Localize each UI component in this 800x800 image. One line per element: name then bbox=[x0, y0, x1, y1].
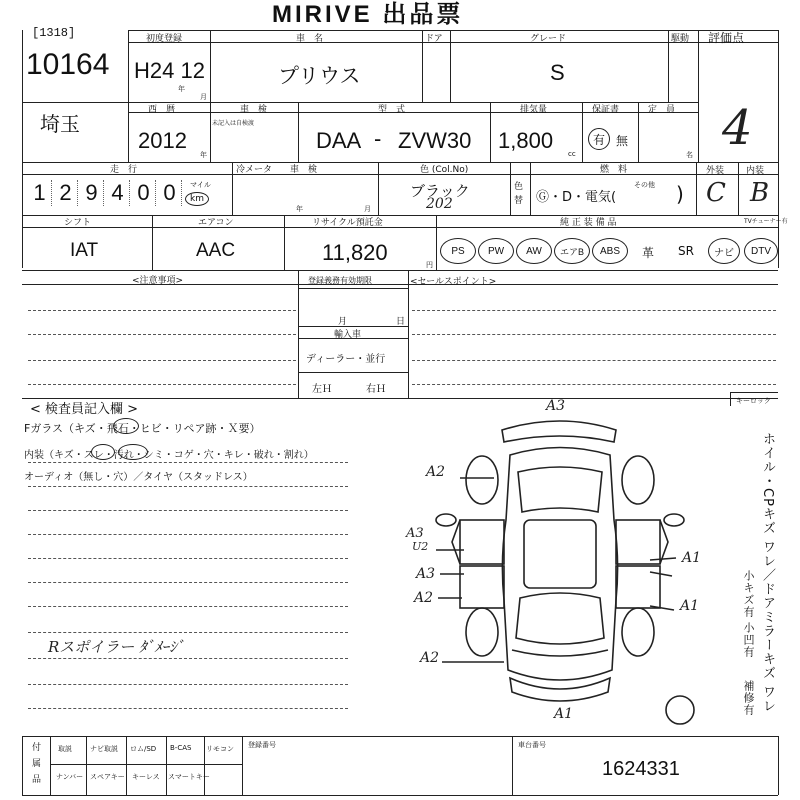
displacement-label: 排気量 bbox=[520, 105, 548, 115]
seireki-label: 西 暦 bbox=[148, 105, 176, 115]
shaken-expiry-label: 車 検 bbox=[290, 165, 318, 175]
mark-circle-yogore bbox=[118, 444, 148, 460]
grade-label: グレード bbox=[530, 34, 567, 44]
chassis-label: 車台番号 bbox=[518, 741, 546, 749]
fuel-label: 燃 料 bbox=[600, 165, 628, 175]
mark-a3-left-2: A3 bbox=[416, 566, 436, 582]
model-dash: - bbox=[374, 126, 382, 151]
mark-a2-rear-left: A2 bbox=[426, 464, 446, 480]
tuner-label: TVチューナー有 bbox=[744, 218, 788, 225]
shaken-label: 車 検 bbox=[240, 105, 268, 115]
capacity-label: 定 員 bbox=[648, 105, 676, 115]
item-rom-sd: ロム/SD bbox=[130, 745, 157, 753]
mileage-label: 走 行 bbox=[110, 165, 138, 175]
car-diagram bbox=[400, 400, 730, 735]
item-number: ナンバー bbox=[56, 773, 84, 781]
car-name-value: プリウス bbox=[278, 64, 361, 88]
recycle-unit: 円 bbox=[426, 261, 433, 269]
item-keyless: キーレス bbox=[132, 773, 160, 781]
item-bcas: B-CAS bbox=[170, 744, 192, 752]
score-label: 評価点 bbox=[708, 31, 745, 45]
mark-u2-left: U2 bbox=[412, 540, 429, 553]
shaken-expiry-month: 月 bbox=[364, 205, 371, 213]
frame-left bbox=[22, 30, 23, 268]
equipment-label: 純 正 装 備 品 bbox=[560, 218, 617, 228]
chassis-value: 1624331 bbox=[602, 758, 680, 780]
door-label: ドア bbox=[425, 34, 443, 44]
aircon-value: AAC bbox=[196, 240, 236, 261]
reg-number-label: 登録番号 bbox=[248, 741, 276, 749]
color-change: 色替 bbox=[514, 182, 524, 206]
model-label: 型 式 bbox=[378, 105, 406, 115]
mark-circle-tobiishi bbox=[113, 418, 139, 434]
shift-label: シフト bbox=[64, 218, 92, 228]
mileage-unit-km: km bbox=[185, 192, 209, 206]
attached-label: 付属品 bbox=[32, 743, 42, 785]
registration-year-unit: 年 bbox=[178, 85, 185, 93]
mark-a1-right-1: A1 bbox=[682, 550, 702, 566]
displacement-value: 1,800 bbox=[498, 128, 554, 153]
seireki-value: 2012 bbox=[138, 128, 187, 153]
item-smart-key: スマートキー bbox=[168, 773, 210, 781]
color-code: 202 bbox=[426, 196, 453, 212]
color-label: 色 (Col.No) bbox=[420, 165, 469, 175]
keylock-label: キーロック bbox=[736, 397, 771, 405]
eq-abs-badge: ABS bbox=[592, 238, 628, 264]
inspector-line2: 内装（キズ・スレ・汚れ・シミ・コゲ・穴・キレ・破れ・割れ） bbox=[24, 450, 314, 461]
mark-circle-sure bbox=[91, 444, 115, 460]
inspector-remark: Rスポイラー ﾀﾞﾒｰｼﾞ bbox=[48, 638, 185, 656]
import-label: 輸入車 bbox=[334, 330, 362, 340]
registration-month-unit: 月 bbox=[200, 93, 207, 101]
capacity-unit: 名 bbox=[686, 151, 693, 159]
exterior-value: C bbox=[706, 178, 726, 208]
import-dealer: ディーラー・並行 bbox=[306, 354, 386, 365]
inspector-line3: オーディオ（無し・穴）／タイヤ（スタッドレス） bbox=[24, 472, 253, 483]
eq-dtv-badge: DTV bbox=[744, 238, 778, 264]
sheet-title: MIRIVE 出品票 bbox=[272, 1, 464, 28]
registration-value: H24 12 bbox=[134, 58, 205, 83]
fuel-close: ) bbox=[676, 182, 684, 206]
mark-a1-right-2: A1 bbox=[680, 598, 700, 614]
aircon-label: エアコン bbox=[198, 218, 234, 228]
warranty-no: 無 bbox=[616, 134, 629, 148]
reg-expiry-day: 日 bbox=[396, 317, 406, 327]
item-navi-manual: ナビ取説 bbox=[90, 745, 118, 753]
mark-a2-left: A2 bbox=[414, 590, 434, 606]
model-value: ZVW30 bbox=[398, 128, 472, 153]
notes-label: <注意事項> bbox=[132, 276, 184, 286]
warranty-yes: 有 bbox=[588, 128, 610, 150]
mark-a1-bottom: A1 bbox=[554, 706, 574, 722]
shift-value: IAT bbox=[70, 240, 99, 261]
shaken-note: 未記入は自検渡 bbox=[212, 120, 255, 127]
legend-small-dent: 小凹有 bbox=[742, 622, 755, 658]
eq-ps-badge: PS bbox=[440, 238, 476, 264]
shaken-expiry-year: 年 bbox=[296, 205, 303, 213]
lot-code: [1318] bbox=[32, 26, 76, 40]
legend-vertical: ホイル・CPキズ ワレ／ドアミラーキズ ワレ bbox=[760, 432, 775, 714]
mileage-digit: 0 bbox=[132, 180, 156, 206]
mark-a3-left-1: A3 bbox=[406, 526, 424, 541]
reg-expiry-month: 月 bbox=[338, 317, 348, 327]
model-prefix: DAA bbox=[316, 128, 362, 153]
warranty-label: 保証書 bbox=[592, 105, 620, 115]
import-right: 右Ｈ bbox=[366, 384, 386, 395]
mileage-digit: 9 bbox=[80, 180, 104, 206]
eq-airbag-badge: エアB bbox=[554, 238, 590, 264]
eq-navi-badge: ナビ bbox=[708, 238, 740, 264]
inspector-label: < 検査員記入欄 > bbox=[30, 402, 139, 417]
eq-pw-badge: PW bbox=[478, 238, 514, 264]
mark-a3-top: A3 bbox=[546, 398, 566, 414]
mileage-digit: 2 bbox=[54, 180, 78, 206]
color-value: ブラック bbox=[410, 182, 470, 200]
fuel-other: その他 bbox=[634, 181, 655, 189]
lot-number: 10164 bbox=[26, 48, 110, 81]
drive-label: 駆動 bbox=[671, 34, 690, 44]
inspector-line1: Fガラス（キズ・飛石・ヒビ・リペア跡・Ｘ要） bbox=[24, 422, 261, 435]
mark-a2-front-left: A2 bbox=[420, 650, 440, 666]
mileage-digit: 0 bbox=[158, 180, 182, 206]
eq-sunroof: SR bbox=[678, 244, 694, 258]
registration-label: 初度登録 bbox=[146, 34, 183, 44]
eq-leather: 革 bbox=[642, 246, 655, 260]
item-remote: リモコン bbox=[206, 745, 234, 753]
reg-expiry-label: 登録義務有効期限 bbox=[308, 276, 372, 285]
recycle-value: 11,820 bbox=[322, 240, 388, 265]
mileage-digits bbox=[28, 180, 188, 210]
meter-label: 冷メータ bbox=[236, 165, 273, 175]
exterior-label: 外装 bbox=[706, 166, 725, 176]
grade-value: S bbox=[550, 60, 565, 85]
displacement-unit: cc bbox=[568, 150, 576, 158]
item-manual: 取説 bbox=[58, 745, 72, 753]
car-name-label: 車 名 bbox=[296, 34, 324, 44]
score-value: 4 bbox=[722, 100, 753, 156]
import-left: 左Ｈ bbox=[312, 384, 332, 395]
eq-aw-badge: AW bbox=[516, 238, 552, 264]
legend-repaired: 補修有 bbox=[742, 680, 755, 716]
legend-small-scratch: 小キズ有 bbox=[742, 570, 755, 618]
interior-value: B bbox=[750, 178, 770, 208]
mileage-digit: 4 bbox=[106, 180, 130, 206]
sales-points-label: <セールスポイント> bbox=[410, 277, 497, 287]
item-spare-key: スペアキー bbox=[90, 773, 125, 781]
prefecture: 埼玉 bbox=[40, 112, 80, 136]
recycle-label: リサイクル預託金 bbox=[312, 218, 383, 228]
mileage-digit: 1 bbox=[28, 180, 52, 206]
frame-right bbox=[778, 30, 779, 268]
seireki-unit: 年 bbox=[200, 151, 207, 159]
interior-label: 内装 bbox=[746, 166, 765, 176]
mileage-unit-top: マイル bbox=[190, 181, 211, 189]
fuel-options: Ⓖ・D・電気( bbox=[536, 190, 617, 205]
